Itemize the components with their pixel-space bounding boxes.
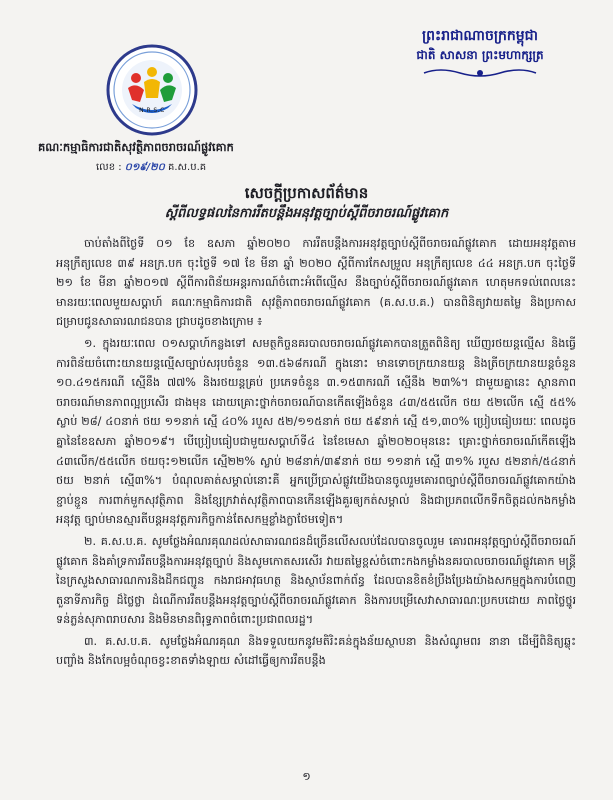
reference-suffix: គ.ស.ប.គ xyxy=(168,162,207,173)
nrsc-emblem-icon xyxy=(106,44,198,136)
national-motto: ជាតិ សាសនា ព្រះមហាក្សត្រ xyxy=(416,48,544,62)
title-line-2: ស្តីពីលទ្ធផលនៃការរឹតបន្តឹងអនុវត្តច្បាប់ស្តីពីចរាចរណ៍ផ្លូវគោក xyxy=(164,206,449,221)
committee-name: គណៈកម្មាធិការជាតិសុវត្ថិភាពចរាចរណ៍ផ្លូវគោក xyxy=(38,140,234,154)
document-title xyxy=(0,183,613,224)
kingdom-header xyxy=(380,26,580,84)
document-body xyxy=(56,234,576,673)
nrsc-logo xyxy=(106,44,198,136)
title-line-1: សេចក្តីប្រកាសព័ត៌មាន xyxy=(244,184,369,202)
paragraph-intro: ចាប់តាំងពីថ្ងៃទី ០១ ខែ ឧសភា ឆ្នាំ២០២០ ការរឹតបន្តឹងការអនុវត្តច្បាប់ស្តីពីចរាចរណ៍ផ្លូវគោក ដោយអនុវត្តតាមអនុក្រឹត្យលេខ ៣៩ អនក្រ.បក ចុះថ្ងៃទី ១៧ ខែ មីនា ឆ្នាំ ២០២០ ស្តីពីការកែសម្រួល អនុក្រឹត្យលេខ ៤៤ អនក្រ.បក ចុះថ្ងៃទី ២១ ខែ មីនា ឆ្នាំ២០១៧ ស្តីពីការពិន័យអន្តរការណ៍ចំពោះអំពើល្មើស នឹងច្បាប់ស្តីពីចរាចរណ៍ផ្លូវគោក ហេតុមកទល់ពេលនេះមានរយៈពេលមួយសប្តាហ៍ គណៈកម្មាធិការជាតិ សុវត្ថិភាពចរាចរណ៍ផ្លូវគោក (គ.ស.ប.គ.) បានពិនិត្យវាយតម្លៃ និងប្រកាសជម្រាបជូនសាធារណជនបាន ជ្រាបដូចខាងក្រោម ៖ xyxy=(56,237,576,329)
reference-prefix: លេខ : xyxy=(96,162,122,173)
paragraph-1: ១. ក្នុងរយៈពេល ០១សប្តាហ៍កន្លងទៅ សមត្ថកិច្ចនគរបាលចរាចរណ៍ផ្លូវគោកបានត្រួតពិនិត្យ ឃើញរថយន្តល្មើស និងធ្វើការពិន័យចំពោះយានយន្តល្មើសច្បាប់សរុបចំនួន ១៣.៥៦៨ករណី ក្នុងនោះ មានទោចក្រយានយន្ត និងត្រីចក្រយានយន្តចំនួន ១០.៤១៥ករណី ស្មើនឹង ៧៧% និងរថយន្តគ្រប់ ប្រភេទចំនួន ៣.១៥៣ករណី ស្មើនឹង ២៣%។ ជាមួយគ្នានេះ ស្ថានភាពចរាចរណ៍មានភាពល្អប្រសើរ ជាងមុន ដោយគ្រោះថ្នាក់ចរាចរណ៍បានកើតឡើងចំនួន ៤៣/៥៥លើក ថយ ៥២លើក ស្មើ ៥៥% ស្លាប់ ២៨/ ៤០នាក់ ថយ ១១នាក់ ស្មើ ៤០% របួស ៥២/១១៥នាក់ ថយ ៥៩នាក់ ស្មើ ៥១,៣០% ប្រៀបធៀបរយៈ ពេលដូចគ្នានៃខែឧសភា ឆ្នាំ២០១៩។ បើប្រៀបធៀបជាមួយសប្តាហ៍ទី៤ នៃខែមេសា ឆ្នាំ២០២០មុននេះ គ្រោះថ្នាក់ចរាចរណ៍កើតឡើង ៤៣លើក/៥៥លើក ថយចុះ១២លើក ស្មើ២២% ស្លាប់ ២៨នាក់/៣៩នាក់ ថយ ១១នាក់ ស្មើ ៣១% របួស ៥២នាក់/៥៤នាក់ ថយ ២នាក់ ស្មើ៣%។ បំណុលគាត់សម្គាល់នោះគឺ អ្នកប្រើប្រាស់ផ្លូវយើងបានចូលរួមគោរពច្បាប់ស្តីពីចរាចរណ៍ផ្លូវគោកយ៉ាងខ្ជាប់ខ្ជួន ការពាក់មួកសុវត្ថិភាព និងខ្សែក្រវាត់សុវត្ថិភាពបានកើនឡើងគួរឲ្យកត់សម្គាល់ និងជាប្រភពលើកទឹកចិត្តដល់កងកម្លាំងអនុវត្ត ច្បាប់មានស្មារតីបន្តអនុវត្តភារកិច្ចកាន់តែសកម្មខ្លាំងក្លាថែមទៀត។ xyxy=(56,336,576,527)
logo-caption: N.R.S.C xyxy=(139,107,165,114)
reference-handwritten: ០១៩/២០ xyxy=(124,162,165,173)
page-number: ១ xyxy=(302,770,311,783)
kingdom-title: ព្រះរាជាណាចក្រកម្ពុជា xyxy=(421,28,538,44)
paragraph-2: ២. គ.ស.ប.គ. សូមថ្លែងអំណរគុណដល់សាធារណជនដ៏ច្រើនលើសលប់ដែលបានចូលរួម គោរពអនុវត្តច្បាប់ស្តីពីចរាចរណ៍ផ្លូវគោក និងគាំទ្រការរឹតបន្តឹងការអនុវត្តច្បាប់ និងសូមកោតសរសើរ វាយតម្លៃខ្ពស់ចំពោះកងកម្លាំងនគរបាលចរាចរណ៍ផ្លូវគោក មន្ត្រីនៃក្រសួងសាធារណការនិងដឹកជញ្ជូន កងរាជអាវុធហត្ថ និងស្ថាប័នពាក់ព័ន្ធ ដែលបានខិតខំប្រឹងប្រែងយ៉ាងសកម្មក្នុងការបំពេញតួនាទីភារកិច្ច ដ៏ថ្លៃថ្លា ដំណើការរឹតបន្តឹងអនុវត្តច្បាប់ស្តីពីចរាចរណ៍ផ្លូវគោក និងការបម្រើសេវាសាធារណៈប្រកបដោយ ភាពថ្លៃថ្នូរ ទន់ភ្លន់សុភាពរាបសារ និងមិនមានពិរុទ្ធភាពចំពោះប្រជាពលរដ្ឋ។ xyxy=(56,534,576,627)
ornament-divider-icon xyxy=(420,66,540,80)
reference-number xyxy=(96,160,206,175)
paragraph-3: ៣. គ.ស.ប.គ. សូមថ្លែងអំណរគុណ និងទទួលយកនូវមតិរិះគន់ក្នុងន័យស្ថាបនា និងសំណូមពរ នានា ដើម្បីពិនិត្យឆ្លុះបញ្ចាំង និងកែលម្អចំណុចខ្វះខាតទាំងឡាយ សំដៅធ្វើឲ្យការរឹតបន្តឹង xyxy=(56,634,576,668)
